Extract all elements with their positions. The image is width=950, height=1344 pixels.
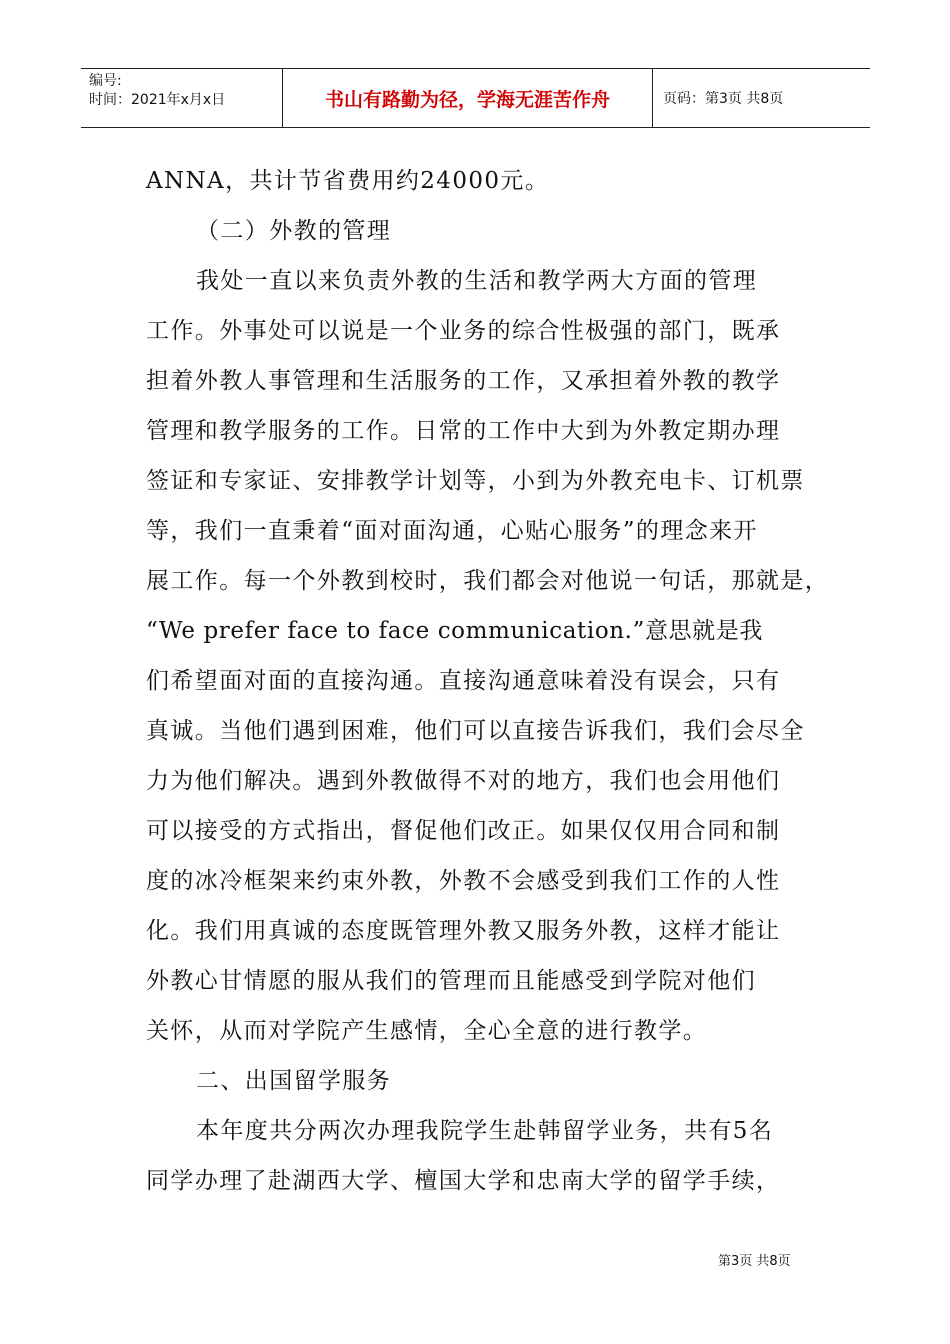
paragraph-line: 担着外教人事管理和生活服务的工作，又承担着外教的教学: [146, 368, 781, 394]
paragraph-line: 们希望面对面的直接沟通。直接沟通意味着没有误会，只有: [146, 668, 781, 694]
document-number-label: 编号:: [89, 73, 122, 89]
paragraph-line: 展工作。每一个外教到校时，我们都会对他说一句话，那就是，: [146, 568, 830, 594]
document-body: [146, 156, 830, 1206]
paragraph-line: “We prefer face to face communication.”意思就是我: [146, 618, 763, 644]
document-date: 时间：2021年x月x日: [89, 92, 226, 108]
paragraph-line: 本年度共分两次办理我院学生赴韩留学业务，共有5名: [196, 1118, 774, 1144]
paragraph-line: 外教心甘情愿的服从我们的管理而且能感受到学院对他们: [146, 968, 756, 994]
section-heading: （二）外教的管理: [196, 218, 392, 244]
section-heading: 二、出国留学服务: [196, 1068, 392, 1094]
page-footer: 第3页 共8页: [718, 1254, 791, 1269]
paragraph-line: ANNA，共计节省费用约24000元。: [146, 168, 550, 194]
paragraph-line: 可以接受的方式指出，督促他们改正。如果仅仅用合同和制: [146, 818, 781, 844]
paragraph-line: 我处一直以来负责外教的生活和教学两大方面的管理: [196, 268, 758, 294]
paragraph-line: 签证和专家证、安排教学计划等，小到为外教充电卡、订机票: [146, 468, 805, 494]
paragraph-line: 管理和教学服务的工作。日常的工作中大到为外教定期办理: [146, 418, 781, 444]
paragraph-line: 关怀，从而对学院产生感情，全心全意的进行教学。: [146, 1018, 708, 1044]
paragraph-line: 工作。外事处可以说是一个业务的综合性极强的部门，既承: [146, 318, 781, 344]
page-header: [81, 68, 870, 128]
header-page-number: 页码：第3页 共8页: [663, 91, 784, 107]
header-motto: 书山有路勤为径，学海无涯苦作舟: [283, 69, 653, 127]
paragraph-line: 化。我们用真诚的态度既管理外教又服务外教，这样才能让: [146, 918, 781, 944]
paragraph-line: 真诚。当他们遇到困难，他们可以直接告诉我们，我们会尽全: [146, 718, 805, 744]
paragraph-line: 度的冰冷框架来约束外教，外教不会感受到我们工作的人性: [146, 868, 781, 894]
header-meta: [81, 69, 283, 127]
paragraph-line: 力为他们解决。遇到外教做得不对的地方，我们也会用他们: [146, 768, 781, 794]
paragraph-line: 同学办理了赴湖西大学、檀国大学和忠南大学的留学手续，: [146, 1168, 781, 1194]
paragraph-line: 等，我们一直秉着“面对面沟通，心贴心服务”的理念来开: [146, 518, 758, 544]
